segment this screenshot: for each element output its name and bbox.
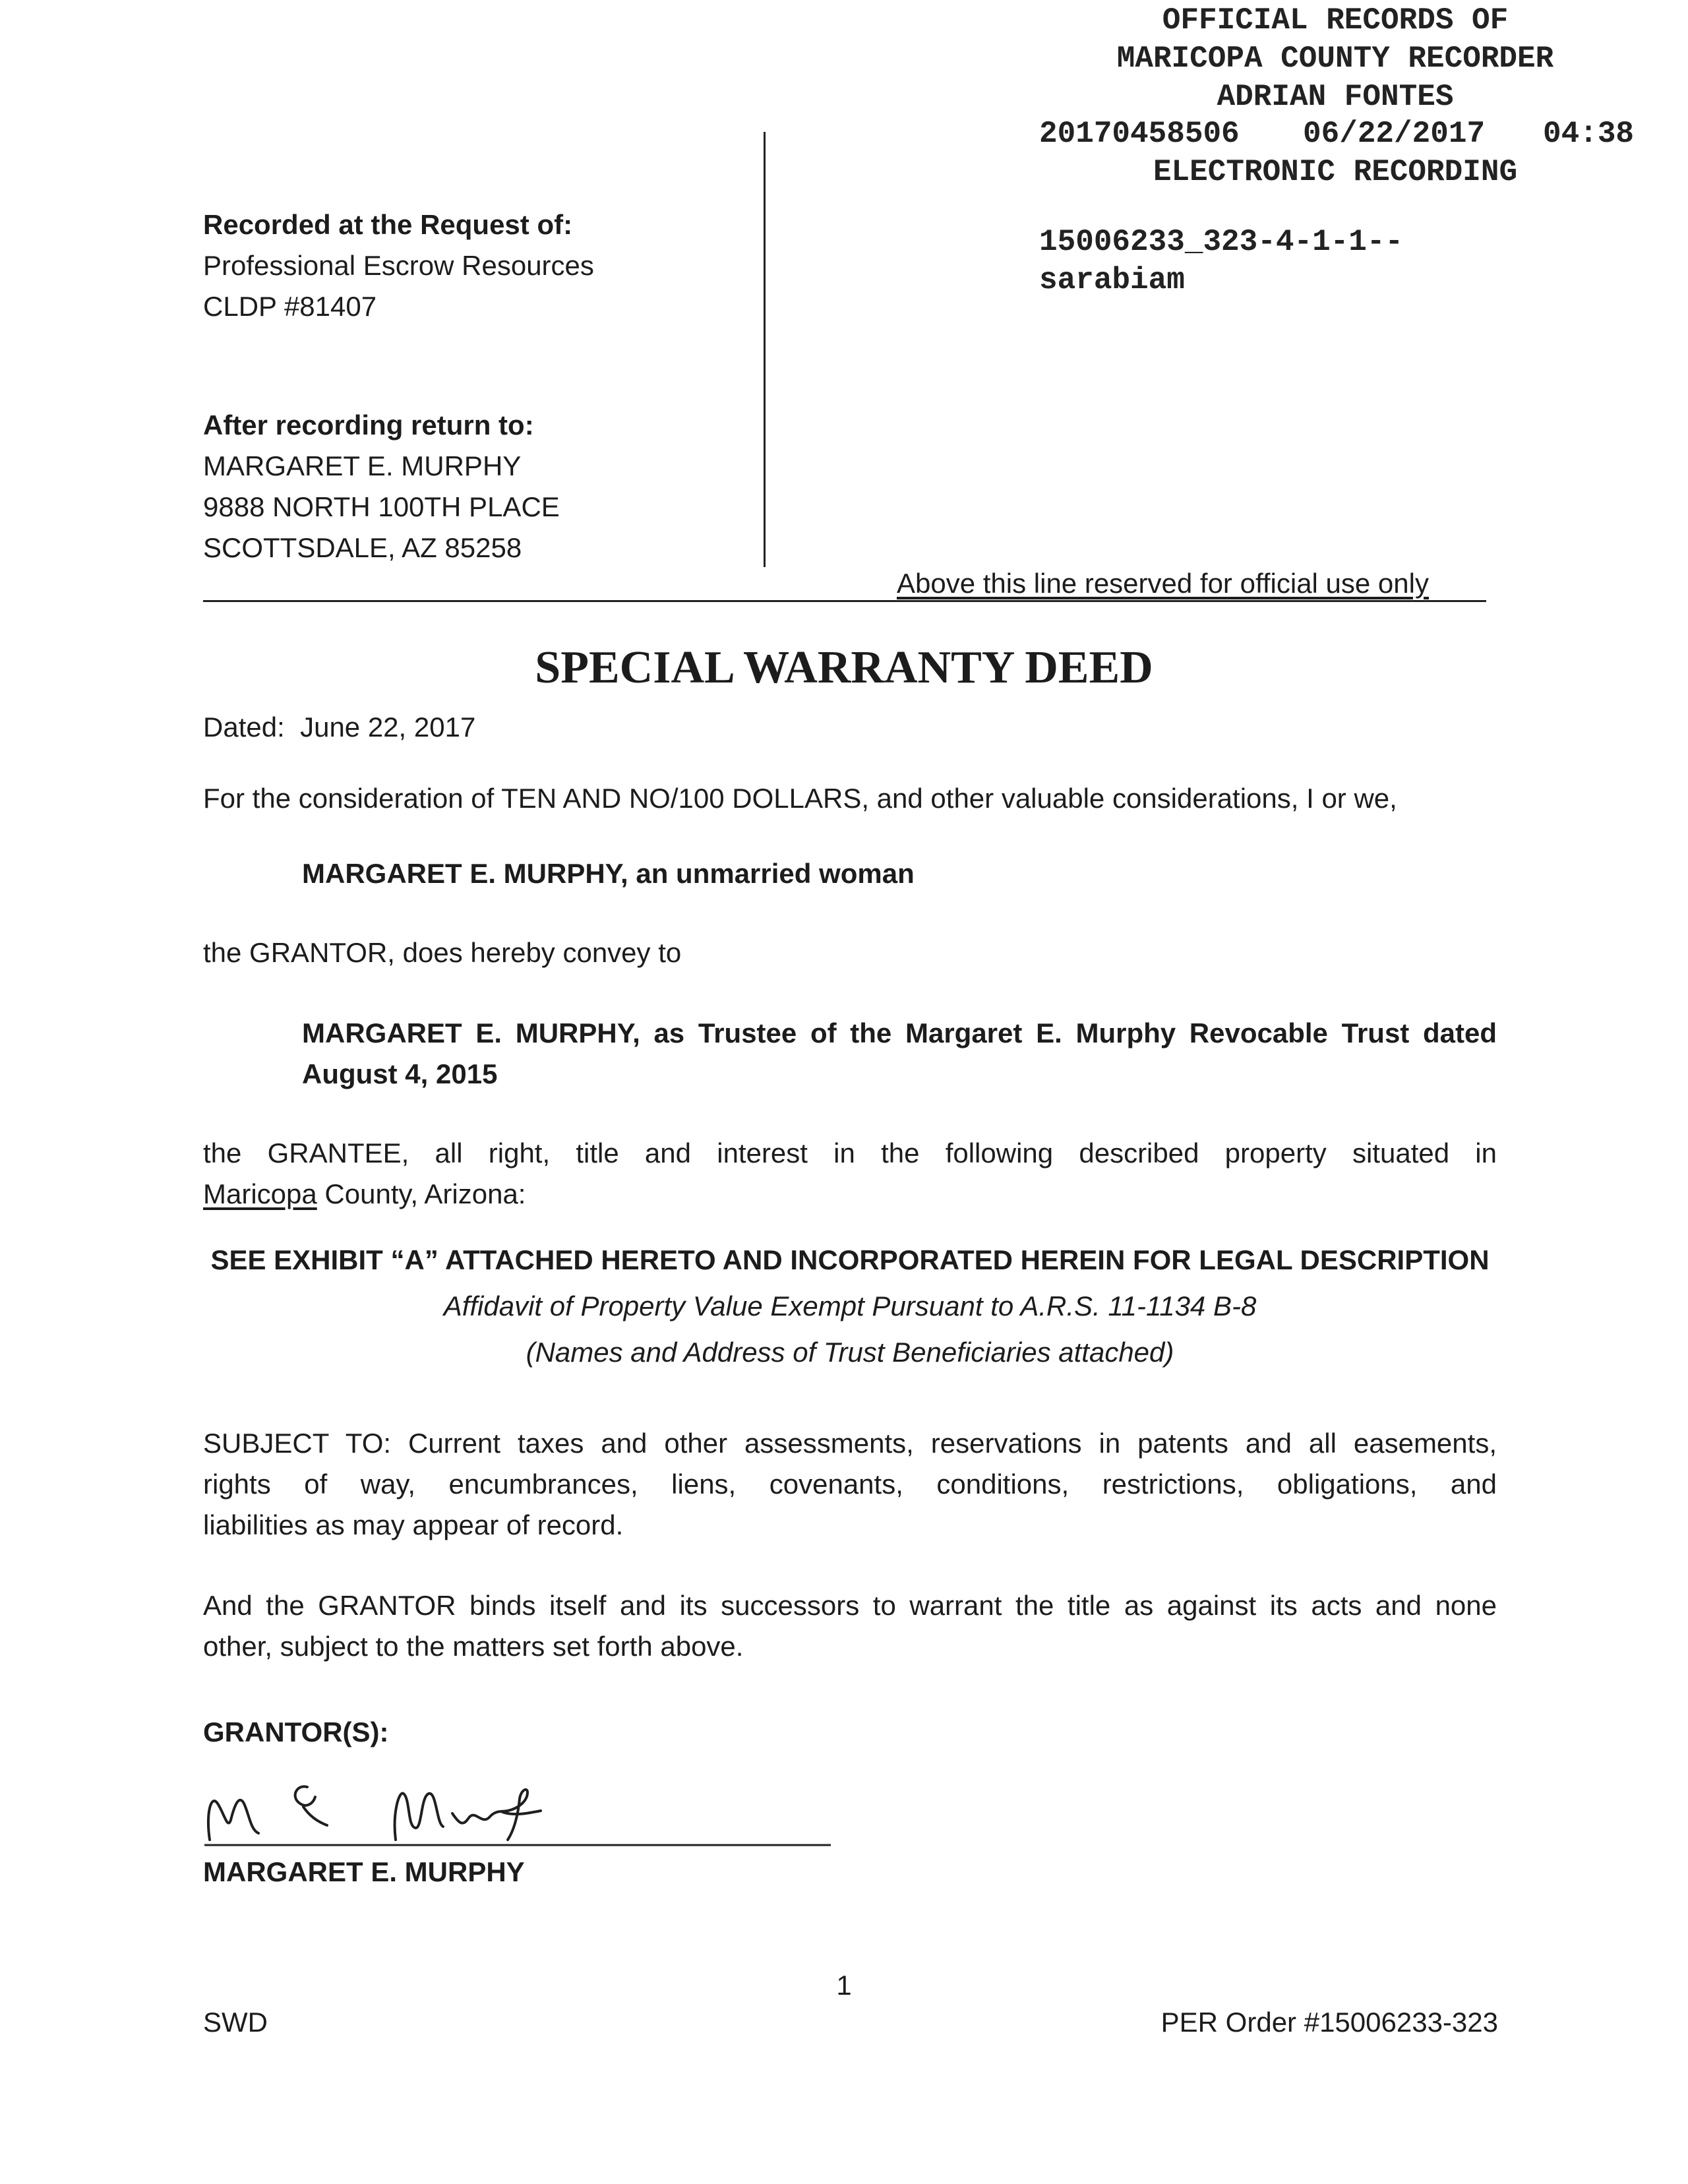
grantor-name: MARGARET E. MURPHY, an unmarried woman	[302, 858, 915, 889]
warrant-line-1: And the GRANTOR binds itself and its successors to warrant the title as against its acts and none	[203, 1590, 1497, 1621]
requested-by-name: Professional Escrow Resources	[203, 250, 594, 281]
subject-to-line-2: rights of way, encumbrances, liens, covenants, conditions, restrictions, obligations, and	[203, 1469, 1497, 1500]
reference-line-2: sarabiam	[1039, 263, 1185, 297]
grantee-line-2: August 4, 2015	[302, 1058, 498, 1089]
recorder-stamp	[1029, 0, 1662, 198]
requested-by-heading: Recorded at the Request of:	[203, 209, 573, 240]
convey-text: the GRANTOR, does hereby convey to	[203, 937, 682, 968]
warrant-line-2: other, subject to the matters set forth above.	[203, 1631, 744, 1662]
return-to-block	[203, 405, 744, 568]
stamp-line-5: ELECTRONIC RECORDING	[1153, 155, 1518, 189]
document-code: SWD	[203, 2007, 268, 2038]
requested-by-block	[203, 204, 744, 327]
subject-to-line-1: SUBJECT TO: Current taxes and other assessments, reservations in patents and all easements,	[203, 1428, 1497, 1459]
page-number: 1	[836, 1970, 852, 2001]
stamp-line-2: MARICOPA COUNTY RECORDER	[1116, 42, 1554, 76]
return-to-name: MARGARET E. MURPHY	[203, 450, 522, 481]
header-vertical-divider	[764, 132, 766, 567]
county-line	[203, 1174, 1497, 1215]
stamp-line-1: OFFICIAL RECORDS OF	[1162, 3, 1509, 38]
return-to-city: SCOTTSDALE, AZ 85258	[203, 532, 522, 563]
deed-dated: Dated: June 22, 2017	[203, 712, 476, 743]
county-suffix: County, Arizona:	[316, 1178, 526, 1209]
subject-to-line-3: liabilities as may appear of record.	[203, 1509, 624, 1540]
grantors-heading: GRANTOR(S):	[203, 1716, 389, 1747]
reserved-note: Above this line reserved for official use only	[897, 568, 1429, 599]
county-name: Maricopa	[203, 1178, 317, 1209]
recording-reference	[1039, 223, 1403, 299]
consideration-text: For the consideration of TEN AND NO/100 DOLLARS, and other valuable considerations, I or we,	[203, 783, 1397, 814]
warrant-paragraph	[203, 1585, 1497, 1667]
deed-title: SPECIAL WARRANTY DEED	[535, 642, 1153, 693]
affidavit-line: Affidavit of Property Value Exempt Pursuant to A.R.S. 11-1134 B-8	[443, 1290, 1257, 1321]
order-reference: PER Order #15006233-323	[1160, 2007, 1498, 2038]
grantee-text	[203, 1133, 1497, 1215]
stamp-time: 04:38	[1543, 117, 1635, 151]
exhibit-line: SEE EXHIBIT “A” ATTACHED HERETO AND INCORPORATED HEREIN FOR LEGAL DESCRIPTION	[210, 1244, 1490, 1275]
return-to-street: 9888 NORTH 100TH PLACE	[203, 491, 560, 522]
signer-name: MARGARET E. MURPHY	[203, 1856, 525, 1887]
stamp-line-3: ADRIAN FONTES	[1217, 80, 1454, 114]
return-to-heading: After recording return to:	[203, 410, 534, 440]
beneficiaries-line: (Names and Address of Trust Beneficiaries attached)	[526, 1337, 1174, 1368]
grantor-signature	[198, 1767, 831, 1853]
grantee-block	[302, 1013, 1497, 1095]
stamp-fee-number: 20170458506	[1039, 117, 1240, 151]
subject-to-paragraph	[203, 1423, 1497, 1546]
reference-line-1: 15006233_323-4-1-1--	[1039, 225, 1404, 259]
stamp-date: 06/22/2017	[1303, 117, 1486, 151]
requested-by-cldp: CLDP #81407	[203, 291, 377, 322]
grantee-line-1: MARGARET E. MURPHY, as Trustee of the Margaret E. Murphy Revocable Trust dated	[302, 1017, 1497, 1048]
grantee-text-line-1: the GRANTEE, all right, title and interest in the following described property situated in	[203, 1138, 1497, 1168]
